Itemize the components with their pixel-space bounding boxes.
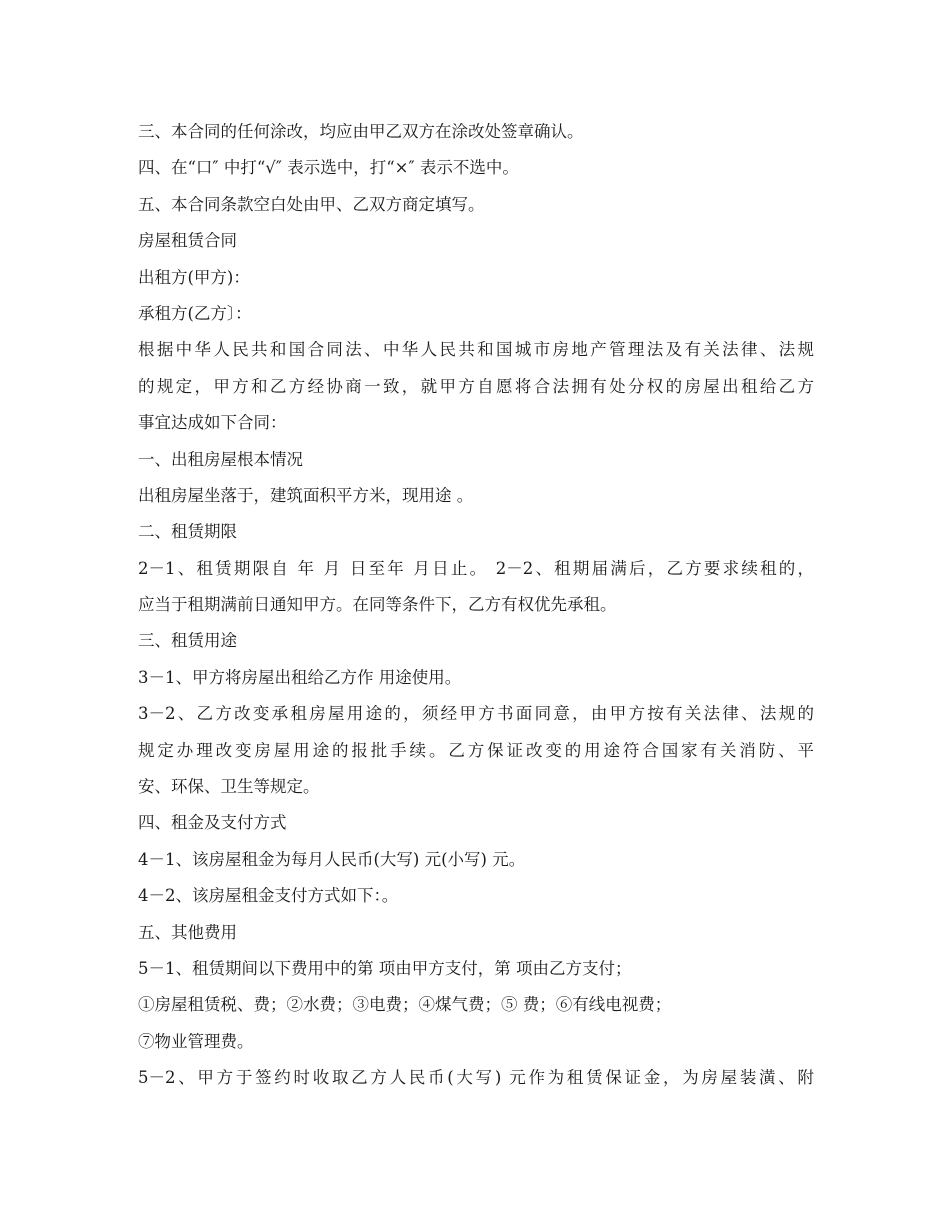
- text-line: 五、本合同条款空白处由甲、乙双方商定填写。: [138, 194, 485, 214]
- text-line: 4－2、该房屋租金支付方式如下：。: [138, 886, 399, 906]
- text-line: 的规定，甲方和乙方经协商一致，就甲方自愿将合法拥有处分权的房屋出租给乙方: [138, 376, 814, 396]
- document-body: [138, 114, 814, 1097]
- text-line: 安、环保、卫生等规定。: [138, 777, 320, 797]
- text-line: 根据中华人民共和国合同法、中华人民共和国城市房地产管理法及有关法律、法规: [138, 340, 814, 360]
- text-line: 3－2、乙方改变承租房屋用途的，须经甲方书面同意，由甲方按有关法律、法规的: [138, 704, 814, 724]
- text-line: 5－1、租赁期间以下费用中的第 项由甲方支付，第 项由乙方支付；: [138, 958, 632, 978]
- text-line: 四、在“口″ 中打“√″ 表示选中，打“×″ 表示不选中。: [138, 158, 519, 178]
- text-line: 2－1、租赁期限自 年 月 日至年 月日止。 2－2、租期届满后，乙方要求续租的，: [138, 558, 814, 578]
- section-heading: 四、租金及支付方式: [138, 813, 287, 833]
- text-line: ①房屋租赁税、费；②水费；③电费；④煤气费；⑤ 费；⑥有线电视费；: [138, 995, 672, 1015]
- text-line: 出租房屋坐落于，建筑面积平方米，现用途 。: [138, 485, 474, 505]
- text-line: 4－1、该房屋租金为每月人民币(大写) 元(小写) 元。: [138, 849, 526, 869]
- text-line: ⑦物业管理费。: [138, 1031, 254, 1051]
- text-line: 规定办理改变房屋用途的报批手续。乙方保证改变的用途符合国家有关消防、平: [138, 740, 814, 760]
- text-line: 5－2、甲方于签约时收取乙方人民币(大写) 元作为租赁保证金，为房屋装潢、附: [138, 1068, 814, 1088]
- contract-title: 房屋租赁合同: [138, 231, 237, 251]
- text-line: 3－1、甲方将房屋出租给乙方作 用途使用。: [138, 667, 462, 687]
- section-heading: 三、租赁用途: [138, 631, 237, 651]
- text-line: 三、本合同的任何涂改，均应由甲乙双方在涂改处签章确认。: [138, 122, 584, 141]
- lessor-label: 出租方(甲方)：: [138, 267, 250, 287]
- section-heading: 二、租赁期限: [138, 522, 237, 542]
- text-line: 应当于租期满前日通知甲方。在同等条件下，乙方有权优先承租。: [138, 595, 617, 615]
- section-heading: 五、其他费用: [138, 922, 237, 942]
- text-line: 事宜达成如下合同：: [138, 413, 287, 433]
- section-heading: 一、出租房屋根本情况: [138, 449, 303, 469]
- lessee-label: 承租方(乙方〕：: [138, 303, 252, 323]
